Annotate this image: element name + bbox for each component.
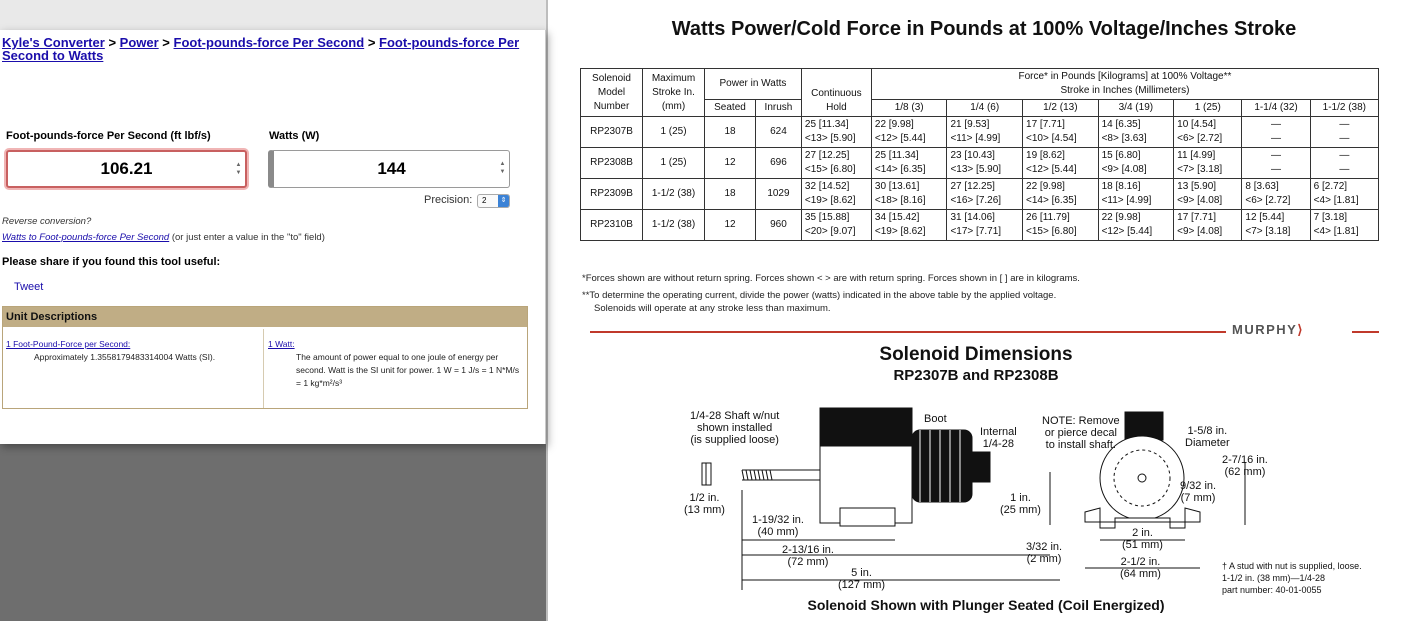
to-unit-label: Watts (W): [269, 130, 320, 142]
datasheet-title: Watts Power/Cold Force in Pounds at 100% Voltage/Inches Stroke: [671, 18, 1297, 40]
to-value-text: 144: [377, 159, 406, 178]
one-inch-line2: (25 mm): [1000, 504, 1041, 516]
width-2-label: [1122, 527, 1163, 551]
length-5-line1: 5 in.: [851, 567, 872, 579]
table-row: [581, 117, 1379, 148]
force-value-spring: <9> [4.08]: [1177, 195, 1223, 206]
force-cell: [1098, 117, 1174, 148]
seated-cell: 18: [705, 179, 756, 210]
breadcrumb-category-link[interactable]: Power: [119, 35, 159, 50]
length-5-label: [838, 567, 885, 591]
force-value: —: [1271, 119, 1282, 130]
stud-note-line2: 1-1/2 in. (38 mm)—1/4-28: [1222, 573, 1326, 583]
breadcrumb-unit-link[interactable]: Foot-pounds-force Per Second: [173, 35, 365, 50]
murphy-logo-text: MURPHY: [1232, 322, 1298, 337]
t332-label: [1026, 541, 1062, 565]
breadcrumb-separator: >: [162, 35, 170, 50]
to-unit-description: [268, 329, 526, 408]
header-stroke-6: 1-1/2 (38): [1310, 100, 1378, 117]
force-cell: [1242, 210, 1310, 241]
width-2-line1: 2 in.: [1132, 527, 1153, 539]
note-line2: or pierce decal: [1044, 427, 1117, 439]
to-spinner-icon[interactable]: ▲ ▼: [499, 161, 506, 175]
header-stroke-0: 1/8 (3): [871, 100, 947, 117]
d932-label: [1180, 480, 1216, 504]
force-value-spring: <19> [8.62]: [804, 195, 856, 206]
drawing-caption: Solenoid Shown with Plunger Seated (Coil Energized): [807, 597, 1165, 613]
force-value-spring: <12> [5.44]: [874, 133, 926, 144]
force-value: 17 [7.71]: [1026, 119, 1065, 130]
stroke-cell: 1-1/2 (38): [643, 179, 705, 210]
to-value-input[interactable]: [268, 150, 510, 188]
force-cell: [1310, 117, 1378, 148]
inrush-cell: 624: [756, 117, 802, 148]
force-cell: [1023, 117, 1099, 148]
force-value: 22 [9.98]: [1101, 212, 1141, 223]
header-force: [871, 69, 1378, 100]
force-cell: [871, 117, 947, 148]
breadcrumb: [2, 36, 532, 62]
from-value-text: 106.21: [100, 159, 153, 178]
one-inch-line1: 1 in.: [1010, 492, 1031, 504]
precision-value: 2: [482, 196, 487, 205]
force-value-spring: <4> [1.81]: [1313, 195, 1359, 206]
inrush-cell: 1029: [756, 179, 802, 210]
unit-descriptions-panel: [2, 306, 528, 409]
length-21316-label: [782, 544, 834, 568]
stud-note-line3: part number: 40-01-0055: [1222, 585, 1322, 595]
force-cell: [1174, 210, 1242, 241]
force-cell: [1174, 179, 1242, 210]
breadcrumb-home-link[interactable]: Kyle's Converter: [2, 35, 105, 50]
force-value-spring: <6> [2.72]: [1245, 195, 1291, 206]
force-value-spring: <7> [3.18]: [1177, 164, 1223, 175]
length-21316-line1: 2-13/16 in.: [782, 544, 834, 556]
force-cell: [947, 117, 1023, 148]
force-cell: [1242, 148, 1310, 179]
force-value: —: [1271, 150, 1282, 161]
t332-line1: 3/32 in.: [1026, 541, 1063, 553]
shaft-label-line2: shown installed: [697, 422, 773, 434]
header-force-line2: Stroke in Inches (Millimeters): [1060, 85, 1190, 96]
breadcrumb-separator: >: [367, 35, 376, 50]
stud-note: [1222, 560, 1362, 596]
force-value: 12 [5.44]: [1245, 212, 1285, 223]
force-value: 6 [2.72]: [1313, 181, 1348, 192]
reverse-line: [2, 232, 325, 243]
force-value-spring: <16> [7.26]: [950, 195, 1002, 206]
force-value: 8 [3.63]: [1245, 181, 1279, 192]
d932-line1: 9/32 in.: [1180, 480, 1217, 492]
force-value: 10 [4.54]: [1177, 119, 1217, 130]
header-stroke-2: 1/2 (13): [1023, 100, 1099, 117]
force-cell: [1098, 179, 1174, 210]
stroke-cell: 1 (25): [643, 148, 705, 179]
force-value-spring: <12> [5.44]: [1026, 164, 1077, 175]
force-cell: [801, 179, 871, 210]
force-value: 22 [9.98]: [874, 119, 914, 130]
internal-label: [980, 426, 1017, 450]
force-cell: [1098, 148, 1174, 179]
force-value: 27 [12.25]: [804, 150, 850, 161]
from-unit-title: 1 Foot-Pound-Force per Second:: [6, 339, 131, 349]
force-cell: [1023, 179, 1099, 210]
force-cell: [871, 179, 947, 210]
model-cell: RP2309B: [581, 179, 643, 210]
force-cell: [1023, 148, 1099, 179]
precision-select[interactable]: [477, 194, 510, 208]
browser-chrome-strip: [0, 0, 546, 30]
tweet-button[interactable]: Tweet: [14, 281, 44, 293]
force-value: 27 [12.25]: [950, 181, 995, 192]
force-value-spring: —: [1339, 164, 1350, 175]
t332-line2: (2 mm): [1026, 553, 1062, 565]
reverse-question: Reverse conversion?: [2, 216, 92, 227]
length-1932-label: [752, 514, 804, 538]
header-continuous-hold: Continuous Hold: [801, 69, 871, 117]
force-value: 7 [3.18]: [1313, 212, 1348, 223]
force-value-spring: —: [1339, 133, 1350, 144]
height-line2: (62 mm): [1224, 466, 1266, 478]
from-value-input[interactable]: [6, 150, 247, 188]
table-row: [581, 148, 1379, 179]
divider-rule: [590, 331, 1226, 333]
force-value-spring: <11> [4.99]: [1101, 195, 1152, 206]
internal-label-line1: Internal: [980, 426, 1017, 438]
internal-label-line2: 1/4-28: [982, 438, 1014, 450]
dimensions-subtitle: RP2307B and RP2308B: [893, 367, 1059, 384]
reverse-hint: (or just enter a value in the "to" field): [171, 232, 325, 243]
model-cell: RP2310B: [581, 210, 643, 241]
inrush-cell: 696: [756, 148, 802, 179]
share-prompt: Please share if you found this tool useful:: [2, 256, 221, 268]
force-value-spring: <18> [8.16]: [874, 195, 926, 206]
force-cell: [1242, 117, 1310, 148]
boot-label: Boot: [924, 413, 947, 425]
breadcrumb-current-link[interactable]: Foot-pounds-force Per Second to Watts: [2, 35, 520, 63]
force-value-spring: <9> [4.08]: [1177, 226, 1223, 237]
footnote-current: **To determine the operating current, divide the power (watts) indicated in the above table by the applied voltage.: [582, 290, 1057, 301]
header-power: Power in Watts: [705, 69, 802, 100]
force-value-spring: <6> [2.72]: [1177, 133, 1223, 144]
inrush-cell: 960: [756, 210, 802, 241]
force-cell: [1310, 179, 1378, 210]
header-stroke-3: 3/4 (19): [1098, 100, 1174, 117]
force-value: 32 [14.52]: [804, 181, 850, 192]
header-force-line1: Force* in Pounds [Kilograms] at 100% Voltage**: [1018, 71, 1232, 82]
half-inch-line1: 1/2 in.: [689, 492, 720, 504]
force-value: 23 [10.43]: [950, 150, 995, 161]
force-value-spring: <10> [4.54]: [1026, 133, 1077, 144]
header-stroke-1: 1/4 (6): [947, 100, 1023, 117]
force-value-spring: <14> [6.35]: [874, 164, 926, 175]
table-row: [581, 210, 1379, 241]
stud-note-line1: [1222, 560, 1362, 572]
from-unit-description: [6, 329, 264, 408]
length-21316-line2: (72 mm): [787, 556, 829, 568]
force-cell: [1242, 179, 1310, 210]
force-value: 35 [15.88]: [804, 212, 850, 223]
force-cell: [801, 148, 871, 179]
breadcrumb-separator: >: [108, 35, 117, 50]
force-value-spring: <13> [5.90]: [804, 133, 856, 144]
width-212-line1: 2-1/2 in.: [1120, 556, 1161, 568]
header-seated: Seated: [705, 100, 756, 117]
window-divider: [546, 0, 548, 621]
from-spinner-icon[interactable]: ▲ ▼: [235, 162, 242, 176]
header-max-stroke: Maximum Stroke In. (mm): [643, 69, 705, 117]
force-value-spring: —: [1271, 164, 1282, 175]
stroke-cell: 1 (25): [643, 117, 705, 148]
shaft-label-line1: 1/4-28 Shaft w/nut: [690, 410, 780, 422]
thread-lines: [742, 470, 772, 480]
force-cell: [947, 179, 1023, 210]
force-value-spring: <8> [3.63]: [1101, 133, 1147, 144]
force-table: [580, 68, 1379, 241]
force-value: 22 [9.98]: [1026, 181, 1065, 192]
converter-window: [0, 30, 546, 444]
boot-shape: [912, 430, 972, 502]
force-value-spring: <13> [5.90]: [950, 164, 1002, 175]
solenoid-cap: [820, 408, 912, 446]
force-value-spring: <15> [6.80]: [1026, 226, 1077, 237]
force-cell: [801, 210, 871, 241]
force-value: 34 [15.42]: [874, 212, 920, 223]
from-unit-text: Approximately 1.3558179483314004 Watts (SI).: [34, 352, 216, 362]
length-5-line2: (127 mm): [838, 579, 886, 591]
header-stroke-4: 1 (25): [1174, 100, 1242, 117]
force-value: 25 [11.34]: [874, 150, 919, 161]
model-cell: RP2307B: [581, 117, 643, 148]
force-value: 15 [6.80]: [1101, 150, 1141, 161]
seated-cell: 18: [705, 117, 756, 148]
height-line1: 2-7/16 in.: [1222, 454, 1268, 466]
half-inch-label: [684, 492, 725, 516]
one-inch-label: [1000, 492, 1041, 516]
reverse-conversion-link[interactable]: Watts to Foot-pounds-force Per Second: [2, 232, 170, 243]
width-212-line2: (64 mm): [1120, 568, 1161, 580]
force-value-spring: <17> [7.71]: [950, 226, 1002, 237]
force-value: 31 [14.06]: [950, 212, 995, 223]
model-cell: RP2308B: [581, 148, 643, 179]
force-cell: [801, 117, 871, 148]
to-unit-title: 1 Watt:: [268, 339, 295, 349]
diameter-line1: 1-5/8 in.: [1187, 425, 1228, 437]
force-cell: [1310, 148, 1378, 179]
murphy-logo: [1232, 322, 1304, 338]
force-value: 13 [5.90]: [1177, 181, 1217, 192]
width-2-line2: (51 mm): [1122, 539, 1163, 551]
half-inch-line2: (13 mm): [684, 504, 725, 516]
diameter-line2: Diameter: [1185, 437, 1230, 449]
width-212-label: [1120, 556, 1161, 580]
force-value-spring: <7> [3.18]: [1245, 226, 1291, 237]
header-stroke-5: 1-1/4 (32): [1242, 100, 1310, 117]
seated-cell: 12: [705, 148, 756, 179]
force-cell: [947, 148, 1023, 179]
force-value: 17 [7.71]: [1177, 212, 1217, 223]
length-1932-line1: 1-19/32 in.: [752, 514, 804, 526]
force-cell: [1174, 117, 1242, 148]
force-value: —: [1339, 150, 1350, 161]
force-cell: [1174, 148, 1242, 179]
force-value: 14 [6.35]: [1101, 119, 1141, 130]
force-cell: [1310, 210, 1378, 241]
footnote-forces: *Forces shown are without return spring. Forces shown < > are with return spring. Forces shown in [ ] are in kilograms.: [582, 273, 1080, 284]
force-value-spring: <11> [4.99]: [950, 133, 1001, 144]
force-cell: [871, 148, 947, 179]
to-unit-text: The amount of power equal to one joule of energy per second. Watt is the SI unit for power. 1 W = 1 J/s = 1 N*M/s = 1 kg*m²/s³: [296, 352, 520, 388]
note-label: [1042, 415, 1120, 451]
force-value-spring: <14> [6.35]: [1026, 195, 1077, 206]
force-value-spring: —: [1271, 133, 1282, 144]
force-value: 25 [11.34]: [804, 119, 849, 130]
from-unit-label: Foot-pounds-force Per Second (ft lbf/s): [6, 130, 211, 142]
logo-swoosh-icon: ⟩: [1297, 322, 1304, 337]
force-cell: [947, 210, 1023, 241]
note-line3: to install shaft.: [1045, 439, 1116, 451]
table-row: [581, 179, 1379, 210]
footnote-stroke: Solenoids will operate at any stroke less than maximum.: [594, 303, 831, 314]
unit-descriptions-header: Unit Descriptions: [3, 307, 527, 327]
force-value: 21 [9.53]: [950, 119, 990, 130]
shaft-label-line3: (is supplied loose): [690, 434, 779, 446]
force-cell: [1098, 210, 1174, 241]
stud-note-text1: A stud with nut is supplied, loose.: [1229, 561, 1362, 571]
stroke-cell: 1-1/2 (38): [643, 210, 705, 241]
force-value: 18 [8.16]: [1101, 181, 1141, 192]
divider-rule-end: [1352, 331, 1379, 333]
dimensions-title: Solenoid Dimensions: [879, 344, 1073, 365]
dagger-icon: †: [1222, 561, 1230, 571]
force-value-spring: <12> [5.44]: [1101, 226, 1153, 237]
length-1932-line2: (40 mm): [757, 526, 799, 538]
height-label: [1222, 454, 1268, 478]
header-model: Solenoid Model Number: [581, 69, 643, 117]
force-value: 30 [13.61]: [874, 181, 920, 192]
select-arrows-icon: ⇕: [498, 195, 509, 207]
force-cell: [871, 210, 947, 241]
force-value-spring: <4> [1.81]: [1313, 226, 1359, 237]
shaft-label: [690, 410, 779, 446]
note-line1: NOTE: Remove: [1042, 415, 1120, 427]
precision-label: Precision:: [424, 194, 473, 206]
d932-line2: (7 mm): [1180, 492, 1216, 504]
force-value-spring: <15> [6.80]: [804, 164, 856, 175]
force-value: 19 [8.62]: [1026, 150, 1065, 161]
force-value: 11 [4.99]: [1177, 150, 1216, 161]
force-value-spring: <20> [9.07]: [804, 226, 856, 237]
header-inrush: Inrush: [756, 100, 802, 117]
force-value: 26 [11.79]: [1026, 212, 1070, 223]
force-value-spring: <9> [4.08]: [1101, 164, 1147, 175]
diameter-label: [1185, 425, 1230, 449]
force-value: —: [1339, 119, 1350, 130]
force-cell: [1023, 210, 1099, 241]
force-value-spring: <19> [8.62]: [874, 226, 926, 237]
seated-cell: 12: [705, 210, 756, 241]
